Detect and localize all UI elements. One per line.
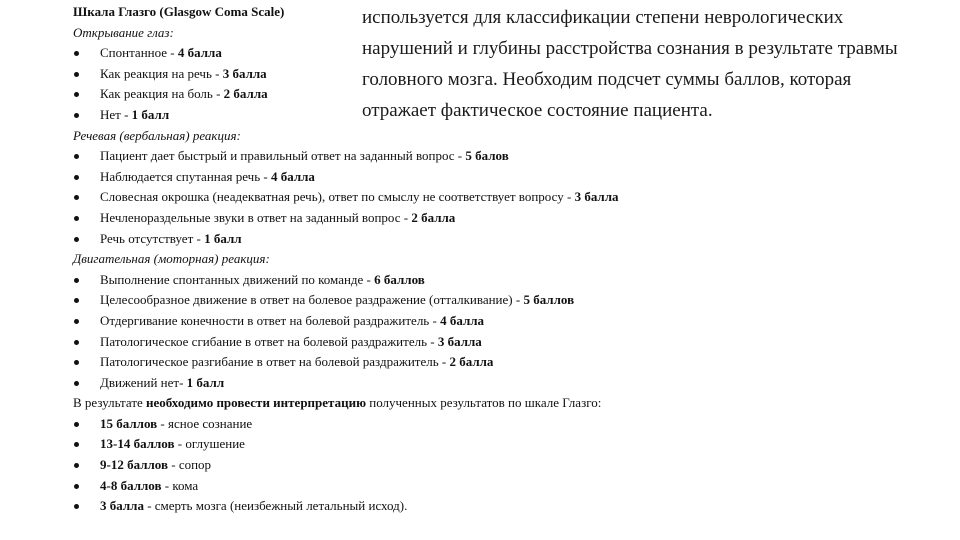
bullet-icon bbox=[74, 298, 79, 303]
item-score: 1 балл bbox=[131, 106, 170, 122]
overlay-line: отражает фактическое состояние пациента. bbox=[362, 100, 713, 121]
item-text: Патологическое сгибание в ответ на болевой раздражитель - bbox=[100, 333, 438, 349]
item-text: Нет - bbox=[100, 106, 132, 122]
list-item bbox=[73, 290, 953, 311]
section-heading: Двигательная (моторная) реакция: bbox=[73, 251, 270, 267]
overlay-line: головного мозга. Необходим подсчет суммы баллов, которая bbox=[362, 69, 852, 90]
list-item bbox=[73, 270, 953, 291]
list-item bbox=[73, 311, 953, 332]
list-item bbox=[73, 332, 953, 353]
list-item bbox=[73, 167, 953, 188]
item-score: 9-12 баллов bbox=[100, 457, 168, 473]
item-score: 5 балов bbox=[465, 148, 509, 164]
document-title: Шкала Глазго (Glasgow Coma Scale) bbox=[73, 4, 285, 19]
bullet-icon bbox=[74, 504, 79, 509]
interpretation-intro bbox=[73, 393, 953, 414]
item-score: 2 балла bbox=[223, 86, 268, 102]
intro-emphasis: необходимо провести интерпретацию bbox=[146, 395, 366, 411]
bullet-icon bbox=[74, 463, 79, 468]
item-text: Как реакция на боль - bbox=[100, 86, 224, 102]
item-score: 3 балла bbox=[100, 498, 144, 514]
bullet-icon bbox=[74, 381, 79, 386]
list-item bbox=[73, 476, 953, 497]
bullet-icon bbox=[74, 442, 79, 447]
item-text: Патологическое разгибание в ответ на болевой раздражитель - bbox=[100, 354, 450, 370]
item-score: 1 балл bbox=[204, 230, 242, 246]
item-text: - ясное сознание bbox=[157, 415, 253, 431]
section-verbal-response bbox=[73, 126, 953, 250]
item-text: Выполнение спонтанных движений по команде - bbox=[100, 271, 375, 287]
item-text: Пациент дает быстрый и правильный ответ на заданный вопрос - bbox=[100, 148, 466, 164]
item-text: Отдергивание конечности в ответ на болевой раздражитель - bbox=[100, 312, 441, 328]
item-score: 6 баллов bbox=[374, 271, 425, 287]
section-motor-response bbox=[73, 249, 953, 393]
bullet-icon bbox=[74, 72, 79, 77]
item-text: Речь отсутствует - bbox=[100, 230, 205, 246]
item-score: 3 балла bbox=[222, 65, 267, 81]
bullet-icon bbox=[74, 175, 79, 180]
list-item bbox=[73, 352, 953, 373]
item-score: 1 балл bbox=[186, 374, 225, 390]
item-score: 13-14 баллов bbox=[100, 436, 175, 452]
list-item bbox=[73, 187, 953, 208]
item-text: Спонтанное - bbox=[100, 45, 178, 61]
overlay-line: используется для классификации степени неврологических bbox=[362, 7, 844, 28]
bullet-icon bbox=[74, 278, 79, 283]
section-interpretation bbox=[73, 393, 953, 517]
item-score: 5 баллов bbox=[523, 292, 575, 308]
intro-prefix: В результате bbox=[73, 395, 147, 411]
bullet-icon bbox=[74, 340, 79, 345]
section-heading: Открывание глаз: bbox=[73, 24, 174, 40]
item-text: Словесная окрошка (неадекватная речь), ответ по смыслу не соответствует вопросу - bbox=[100, 189, 575, 205]
bullet-icon bbox=[74, 51, 79, 56]
bullet-icon bbox=[74, 484, 79, 489]
item-score: 4-8 баллов bbox=[100, 477, 162, 493]
item-text: Целесообразное движение в ответ на болевое раздражение (отталкивание) - bbox=[100, 292, 524, 308]
list-item bbox=[73, 146, 953, 167]
item-score: 4 балла bbox=[270, 168, 315, 184]
bullet-icon bbox=[74, 154, 79, 159]
section-heading: Речевая (вербальная) реакция: bbox=[73, 127, 241, 143]
description-overlay bbox=[362, 2, 922, 126]
item-text: - смерть мозга (неизбежный летальный исход). bbox=[143, 498, 408, 514]
item-text: - оглушение bbox=[174, 436, 245, 452]
item-text: Нечленораздельные звуки в ответ на заданный вопрос - bbox=[100, 209, 412, 225]
item-score: 3 балла bbox=[437, 333, 482, 349]
list-item bbox=[73, 414, 953, 435]
bullet-icon bbox=[74, 113, 79, 118]
item-score: 2 балла bbox=[411, 209, 456, 225]
bullet-icon bbox=[74, 360, 79, 365]
list-item bbox=[73, 455, 953, 476]
item-text: - сопор bbox=[167, 457, 212, 473]
item-text: Как реакция на речь - bbox=[100, 65, 223, 81]
item-text: Наблюдается спутанная речь - bbox=[100, 168, 271, 184]
list-item bbox=[73, 208, 953, 229]
item-text: - кома bbox=[161, 477, 199, 493]
item-score: 3 балла bbox=[574, 189, 619, 205]
bullet-icon bbox=[74, 237, 79, 242]
bullet-icon bbox=[74, 216, 79, 221]
overlay-line: нарушений и глубины расстройства сознания в результате травмы bbox=[362, 38, 898, 59]
bullet-icon bbox=[74, 92, 79, 97]
intro-suffix: полученных результатов по шкале Глазго: bbox=[366, 395, 602, 411]
item-score: 4 балла bbox=[177, 45, 222, 61]
bullet-icon bbox=[74, 319, 79, 324]
bullet-icon bbox=[74, 195, 79, 200]
list-item bbox=[73, 496, 953, 517]
item-score: 15 баллов bbox=[100, 415, 158, 431]
bullet-icon bbox=[74, 422, 79, 427]
item-score: 4 балла bbox=[440, 312, 485, 328]
list-item bbox=[73, 229, 953, 250]
list-item bbox=[73, 373, 953, 394]
list-item bbox=[73, 434, 953, 455]
item-text: Движений нет- bbox=[100, 374, 187, 390]
item-score: 2 балла bbox=[449, 354, 494, 370]
